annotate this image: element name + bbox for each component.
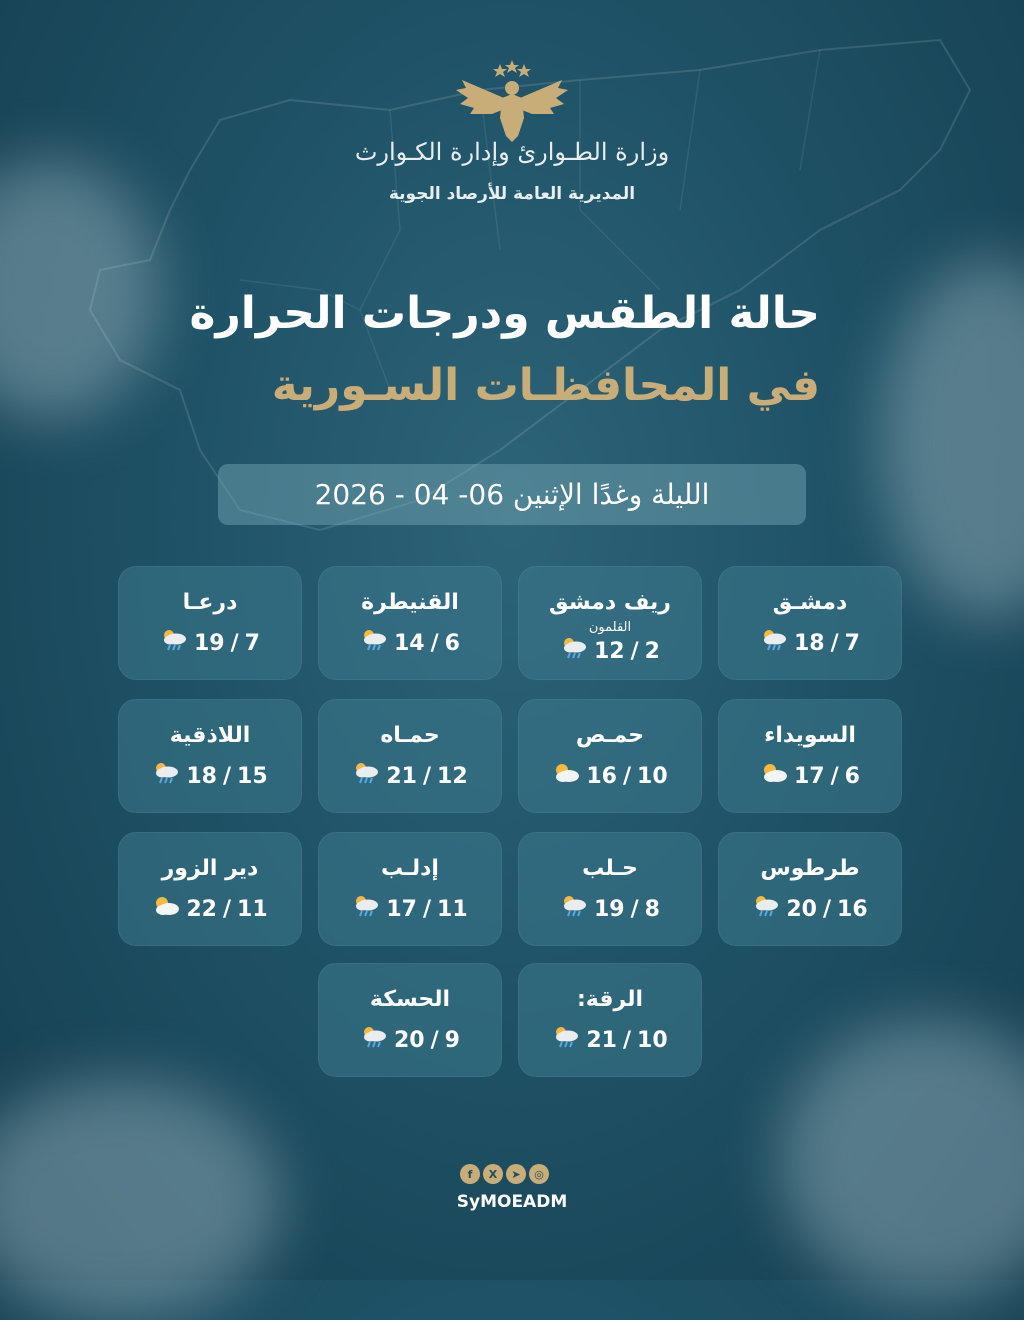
max-temperature: 20 <box>786 896 817 922</box>
min-temperature: 6 <box>444 630 460 656</box>
temperature-range <box>118 628 302 658</box>
temperature-range <box>318 894 502 924</box>
city-card <box>718 832 902 946</box>
temperature-range <box>318 1025 502 1055</box>
date-text: الليلة وغدًا الإثنين 06- 04 - 2026 <box>314 478 710 511</box>
temperature-range <box>118 894 302 924</box>
min-temperature: 7 <box>244 630 260 656</box>
temperature-range <box>518 636 702 666</box>
temperature-separator: / <box>630 896 639 922</box>
temperature-separator: / <box>430 630 439 656</box>
max-temperature: 21 <box>386 763 417 789</box>
temperature-range <box>518 894 702 924</box>
city-name: اللاذقية <box>169 723 251 748</box>
temperature-range <box>718 628 902 658</box>
min-temperature: 9 <box>444 1027 460 1053</box>
date-banner <box>218 464 806 525</box>
temperature-separator: / <box>222 763 232 789</box>
ministry-name: وزارة الطـوارئ وإدارة الكـوارث <box>354 138 670 166</box>
city-card <box>518 963 702 1077</box>
temperature-separator: / <box>830 630 839 656</box>
cloud-rain-sun-icon <box>760 628 788 658</box>
min-temperature: 11 <box>437 896 468 922</box>
partly-cloudy-icon <box>760 761 788 791</box>
temperature-separator: / <box>422 763 432 789</box>
temperature-separator: / <box>830 763 839 789</box>
city-name: إدلـب <box>381 856 439 881</box>
city-name: درعـا <box>182 590 238 615</box>
cloud-rain-sun-icon <box>752 894 780 924</box>
telegram-icon[interactable]: ➤ <box>506 1164 526 1184</box>
city-card <box>318 963 502 1077</box>
city-card <box>518 832 702 946</box>
temperature-separator: / <box>222 896 232 922</box>
max-temperature: 17 <box>386 896 417 922</box>
min-temperature: 15 <box>237 763 268 789</box>
max-temperature: 17 <box>794 763 825 789</box>
min-temperature: 10 <box>637 1027 668 1053</box>
min-temperature: 8 <box>644 896 660 922</box>
min-temperature: 10 <box>637 763 668 789</box>
temperature-separator: / <box>822 896 832 922</box>
directorate-name: المديرية العامة للأرصاد الجوية <box>388 184 636 204</box>
min-temperature: 12 <box>437 763 468 789</box>
cloud-rain-sun-icon <box>152 761 180 791</box>
facebook-icon[interactable]: f <box>460 1164 480 1184</box>
social-links <box>460 1164 549 1184</box>
temperature-separator: / <box>622 763 632 789</box>
partly-cloudy-icon <box>152 894 180 924</box>
city-card <box>718 566 902 680</box>
partly-cloudy-icon <box>552 761 580 791</box>
max-temperature: 12 <box>594 638 625 664</box>
temperature-range <box>318 761 502 791</box>
temperature-range <box>118 761 302 791</box>
city-card <box>318 832 502 946</box>
max-temperature: 19 <box>194 630 225 656</box>
cloud-rain-sun-icon <box>352 761 380 791</box>
cloud-rain-sun-icon <box>552 1025 580 1055</box>
background-cloud <box>780 1020 1024 1300</box>
cloud-rain-sun-icon <box>560 894 588 924</box>
temperature-range <box>718 761 902 791</box>
temperature-separator: / <box>422 896 432 922</box>
city-card <box>318 699 502 813</box>
cloud-rain-sun-icon <box>560 636 588 666</box>
cloud-rain-sun-icon <box>160 628 188 658</box>
city-name: حمـص <box>575 723 645 748</box>
background-cloud <box>0 1080 280 1320</box>
city-name: دير الزور <box>161 856 259 881</box>
city-name: دمشـق <box>772 590 848 615</box>
temperature-separator: / <box>230 630 239 656</box>
max-temperature: 19 <box>594 896 625 922</box>
temperature-range <box>518 761 702 791</box>
city-card <box>318 566 502 680</box>
page-title: حالة الطقس ودرجات الحرارة <box>189 288 820 339</box>
max-temperature: 16 <box>586 763 617 789</box>
min-temperature: 11 <box>237 896 268 922</box>
city-name: طرطوس <box>760 856 860 881</box>
max-temperature: 14 <box>394 630 425 656</box>
city-card <box>118 832 302 946</box>
city-name: السويداء <box>764 723 856 748</box>
city-name: الرقة: <box>576 987 644 1012</box>
min-temperature: 6 <box>844 763 860 789</box>
city-card <box>518 566 702 680</box>
max-temperature: 20 <box>394 1027 425 1053</box>
max-temperature: 21 <box>586 1027 617 1053</box>
social-handle: SyMOEADM <box>456 1192 568 1212</box>
max-temperature: 18 <box>186 763 217 789</box>
max-temperature: 22 <box>186 896 217 922</box>
temperature-separator: / <box>430 1027 439 1053</box>
city-name: القنيطرة <box>361 590 459 615</box>
instagram-icon[interactable]: ◎ <box>529 1164 549 1184</box>
x-icon[interactable]: X <box>483 1164 503 1184</box>
temperature-separator: / <box>622 1027 632 1053</box>
city-card <box>518 699 702 813</box>
city-name: حـلب <box>582 856 638 881</box>
min-temperature: 7 <box>844 630 860 656</box>
eagle-emblem-icon <box>452 58 572 142</box>
temperature-range <box>318 628 502 658</box>
max-temperature: 18 <box>794 630 825 656</box>
temperature-range <box>518 1025 702 1055</box>
city-card <box>118 699 302 813</box>
city-card <box>718 699 902 813</box>
temperature-range <box>718 894 902 924</box>
city-name: حمـاه <box>380 723 440 748</box>
city-name: الحسكة <box>369 987 451 1012</box>
city-name: ريف دمشق <box>549 590 671 615</box>
city-card <box>118 566 302 680</box>
cloud-rain-sun-icon <box>360 628 388 658</box>
page-subtitle: في المحافظـات السـورية <box>271 360 820 411</box>
city-subregion: القلمون <box>588 620 632 635</box>
cloud-rain-sun-icon <box>352 894 380 924</box>
min-temperature: 16 <box>837 896 868 922</box>
temperature-separator: / <box>630 638 639 664</box>
min-temperature: 2 <box>644 638 660 664</box>
cloud-rain-sun-icon <box>360 1025 388 1055</box>
